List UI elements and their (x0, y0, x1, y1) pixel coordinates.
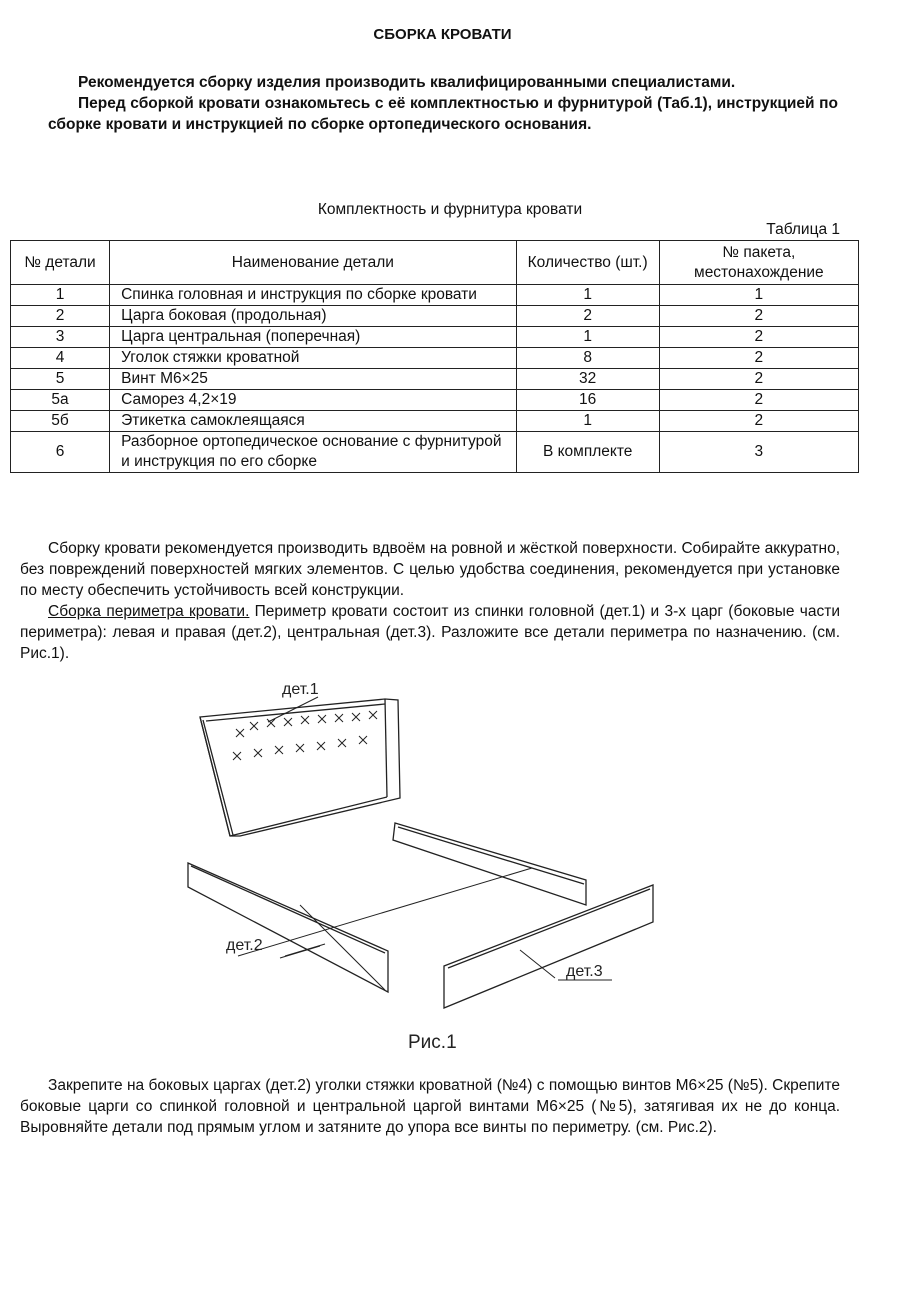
cell-package: 2 (659, 411, 858, 432)
cell-quantity: 1 (516, 411, 659, 432)
cell-quantity: В комплекте (516, 432, 659, 473)
cell-quantity: 2 (516, 306, 659, 327)
cell-part-name: Уголок стяжки кроватной (110, 348, 516, 369)
figure-1-drawing (180, 680, 680, 1055)
cell-quantity: 1 (516, 327, 659, 348)
cell-part-name: Винт М6×25 (110, 369, 516, 390)
cell-part-number: 2 (11, 306, 110, 327)
cell-package: 2 (659, 369, 858, 390)
paragraph-preparation: Сборку кровати рекомендуется производить вдвоём на ровной и жёсткой поверхности. Собирайте аккуратно, без повреждений поверхностей мягких элементов. С целью удобства соединения, рекомендуется при установке по месту обеспечить устойчивость всей конструкции. (20, 540, 840, 599)
cell-part-number: 4 (11, 348, 110, 369)
table-header-row (11, 241, 859, 285)
cell-part-number: 3 (11, 327, 110, 348)
cell-quantity: 1 (516, 285, 659, 306)
table-row (11, 348, 859, 369)
header-package: № пакета, местонахождение (659, 241, 858, 285)
headboard-part (200, 699, 400, 836)
table-row (11, 306, 859, 327)
label-det-3: дет.3 (566, 963, 603, 980)
table-row (11, 390, 859, 411)
cell-part-name: Этикетка самоклеящаяся (110, 411, 516, 432)
table-row (11, 411, 859, 432)
instructions-block (20, 538, 840, 664)
paragraph-fastening: Закрепите на боковых царгах (дет.2) уголки стяжки кроватной (№4) с помощью винтов М6×25 (№5). Скрепите боковые царги со спинкой головной и центральной царгой винтами М6×25 (№5), затягивая их не до конца. Выровняйте детали под прямым углом и затяните до упора все винты по периметру. (см. Рис.2). (20, 1077, 840, 1136)
cell-package: 2 (659, 348, 858, 369)
table-caption: Комплектность и фурнитура кровати (317, 201, 583, 218)
label-det-2: дет.2 (226, 937, 263, 954)
cell-part-number: 5 (11, 369, 110, 390)
cell-part-number: 5б (11, 411, 110, 432)
table-row (11, 432, 859, 473)
cell-part-number: 1 (11, 285, 110, 306)
paragraph-perimeter (20, 601, 840, 664)
header-part-name: Наименование детали (110, 241, 516, 285)
cell-quantity: 8 (516, 348, 659, 369)
table-row (11, 327, 859, 348)
cell-part-name: Разборное ортопедическое основание с фурнитурой и инструкция по его сборке (110, 432, 516, 473)
cell-package: 2 (659, 390, 858, 411)
side-rail-right-part (444, 885, 653, 1008)
cell-part-name: Спинка головная и инструкция по сборке кровати (110, 285, 516, 306)
perimeter-heading: Сборка периметра кровати. (48, 603, 250, 620)
header-part-number: № детали (11, 241, 110, 285)
table-row (11, 369, 859, 390)
header-quantity: Количество (шт.) (516, 241, 659, 285)
cell-part-number: 6 (11, 432, 110, 473)
cell-package: 3 (659, 432, 858, 473)
cell-quantity: 16 (516, 390, 659, 411)
intro-block (48, 72, 838, 135)
cell-quantity: 32 (516, 369, 659, 390)
cell-package: 2 (659, 327, 858, 348)
fastening-block (20, 1075, 840, 1138)
intro-paragraph-1: Рекомендуется сборку изделия производить квалифицированными специалистами. (78, 74, 736, 91)
table-number: Таблица 1 (766, 221, 840, 238)
parts-table (10, 240, 859, 473)
cell-package: 1 (659, 285, 858, 306)
cell-part-number: 5а (11, 390, 110, 411)
label-det-1: дет.1 (282, 681, 319, 698)
figure-caption: Рис.1 (408, 1032, 457, 1053)
page-title: СБОРКА КРОВАТИ (373, 26, 512, 43)
cell-part-name: Саморез 4,2×19 (110, 390, 516, 411)
side-rail-left-part (188, 863, 388, 992)
cell-part-name: Царга центральная (поперечная) (110, 327, 516, 348)
perimeter-text: Периметр кровати состоит из спинки головной (дет.1) и 3-х царг (боковые части периметра): левая и правая (дет.2), центральная (дет.3). Разложите все детали периметра по назначению. (см. Рис.1). (20, 603, 840, 662)
intro-paragraph-2: Перед сборкой кровати ознакомьтесь с её комплектностью и фурнитурой (Таб.1), инструкцией по сборке кровати и инструкцией по сборке ортопедического основания. (48, 95, 838, 133)
cell-package: 2 (659, 306, 858, 327)
cell-part-name: Царга боковая (продольная) (110, 306, 516, 327)
central-rail-part (393, 823, 586, 905)
table-row (11, 285, 859, 306)
